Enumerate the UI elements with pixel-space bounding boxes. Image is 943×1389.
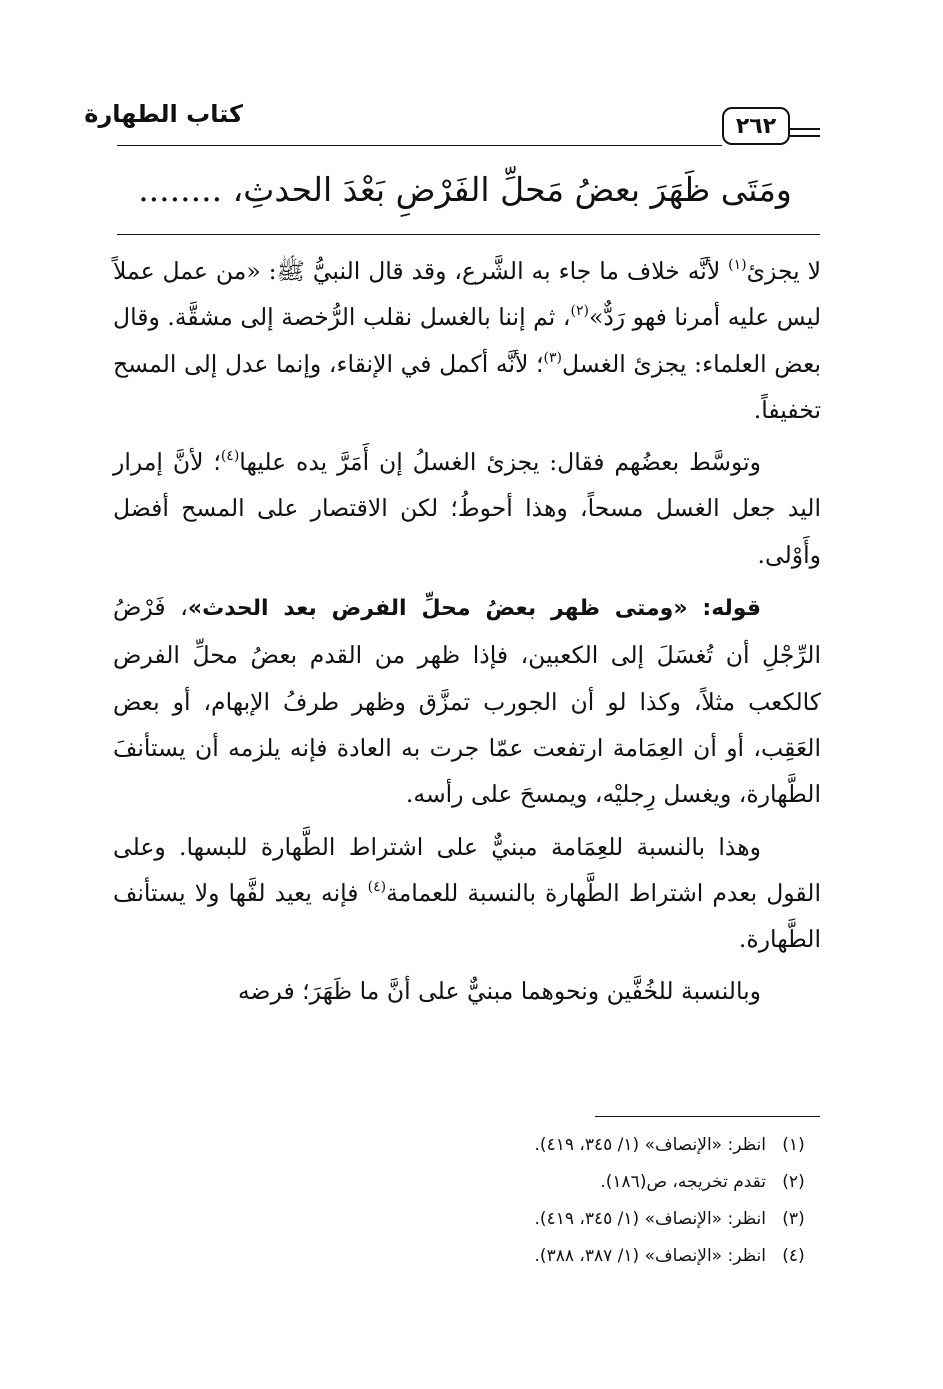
page-number: ٢٦٢: [735, 113, 777, 139]
paragraph: [113, 824, 821, 963]
matn-separator: [117, 234, 820, 235]
footnote-text: انظر: «الإنصاف» (١/ ٣٨٧، ٣٨٨).: [534, 1245, 766, 1266]
text-run: لا يجزئ: [746, 257, 821, 285]
footnote-ref: (١): [728, 257, 747, 273]
footnote-number: (٢): [782, 1171, 805, 1192]
footnote-ref: (٤): [367, 878, 387, 895]
paragraph: [113, 439, 821, 578]
text-run: وبالنسبة للخُفَّين ونحوهما مبنيٌّ على أنَّ ما ظَهَرَ؛ فرضه: [237, 977, 761, 1006]
footnote-number: (١): [782, 1134, 805, 1155]
commentary-body: [113, 248, 821, 1021]
text-run: وهذا بالنسبة للعِمَامة مبنيٌّ على اشتراط الطَّهارة للبسها. وعلى القول بعدم اشتراط الطَّهارة بالنسبة للعمامة: [113, 832, 821, 907]
header-rule-right-upper: [790, 128, 820, 130]
text-run: ، فَرْضُ الرِّجْلِ أن تُغسَلَ إلى الكعبين، فإذا ظهر من القدم بعضُ محلِّ الفرض كالكعب مثلاً، وكذا لو أن الجورب تمزَّق وظهر طرفُ الإبهام، أو بعض العَقِب، أو أن العِمَامة ارتفعت عمّا جرت به العادة فإنه يلزمه أن يستأنفَ الطَّهارة، ويغسل رِجليْه، ويمسحَ على رأسه.: [113, 593, 821, 809]
footnote-text: انظر: «الإنصاف» (١/ ٣٤٥، ٤١٩).: [534, 1208, 766, 1229]
header-rule: [117, 145, 722, 146]
footnote-text: انظر: «الإنصاف» (١/ ٣٤٥، ٤١٩).: [534, 1134, 766, 1155]
text-run: وتوسَّط بعضُهم فقال: يجزئ الغسلُ إن أَمَرَّ يده عليها: [239, 448, 761, 477]
footnote-separator: [595, 1116, 820, 1117]
paragraph: [113, 248, 821, 433]
quoted-matn: قوله: «ومتى ظهر بعضُ محلِّ الفرض بعد الحدث»: [187, 596, 761, 622]
footnote-number: (٤): [782, 1245, 805, 1266]
footnotes: [113, 1126, 821, 1274]
header-rule-right-lower: [790, 135, 820, 137]
chapter-title: كتاب الطهارة: [84, 100, 243, 128]
footnote: [113, 1126, 821, 1163]
text-run: ، ثم إننا بالغسل نقلب الرُّخصة إلى مشقَّة. وقال بعض العلماء: يجزئ الغسل: [113, 303, 821, 378]
text-run: ؛ لأنَّ إمرار اليد جعل الغسل مسحاً، وهذا أحوطُ؛ لكن الاقتصار على المسح أفضل وأَوْلى.: [113, 448, 821, 569]
matn-line: ومَتَى ظَهَرَ بعضُ مَحلِّ الفَرْضِ بَعْدَ الحدثِ، ........: [138, 170, 792, 209]
footnote-ref: (٣): [543, 349, 562, 366]
text-run: ؛ لأنَّه أكمل في الإنقاء، وإنما عدل إلى المسح تخفيفاً.: [113, 349, 821, 424]
footnote-ref: (٢): [570, 303, 589, 320]
footnote-number: (٣): [782, 1208, 805, 1229]
footnote: [113, 1163, 821, 1200]
footnote: [113, 1200, 821, 1237]
footnote-text: تقدم تخريجه، ص(١٨٦).: [600, 1171, 766, 1192]
footnote-ref: (٤): [220, 448, 240, 465]
text-run: لأنَّه خلاف ما جاء به الشَّرع، وقد قال النبيُّ ﷺ: «من عمل عملاً ليس عليه أمرنا فهو رَدٌّ»: [113, 257, 822, 332]
page-number-badge: [722, 107, 790, 145]
footnote: [113, 1237, 821, 1274]
text-run: فإنه يعيد لفَّها ولا يستأنف الطَّهارة.: [113, 878, 821, 954]
paragraph: [113, 968, 821, 1014]
paragraph: [113, 584, 821, 817]
